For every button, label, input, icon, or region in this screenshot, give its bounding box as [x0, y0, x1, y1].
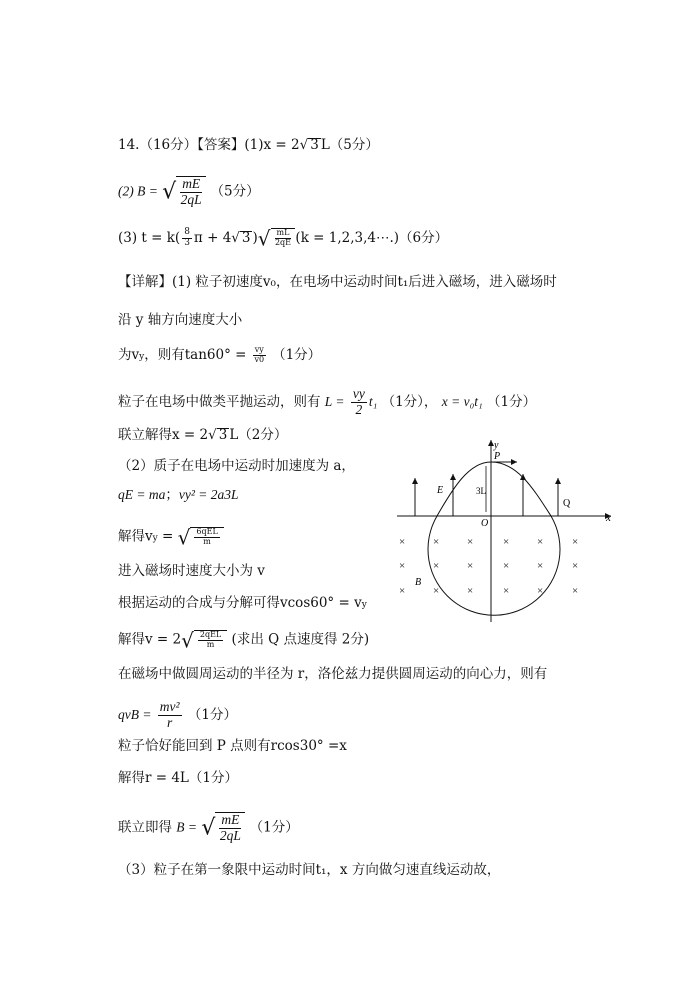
- sqrt-fraction: √ $\frac{mL}{2qE}$: [258, 228, 296, 248]
- sqrt-3: √ 3: [231, 230, 251, 247]
- sqrt-fraction: √ $\frac{mE}{2qL}$: [162, 176, 206, 208]
- solve-B: [118, 812, 299, 844]
- projectile-equation: [118, 387, 536, 418]
- cross-mark: ×: [399, 536, 406, 548]
- equation-lhs: qvB =: [118, 706, 152, 722]
- equation: qE = ma: [118, 487, 166, 502]
- cross-mark: ×: [503, 536, 510, 548]
- y-axis-label: y: [494, 440, 499, 451]
- fraction-denominator: 2qL: [219, 827, 241, 843]
- fraction-numerator: vy: [254, 345, 264, 354]
- cross-mark: ×: [572, 560, 579, 572]
- separator: ；: [165, 487, 179, 503]
- cross-mark: ×: [433, 536, 440, 548]
- equation-lhs: L =: [324, 393, 345, 409]
- fraction: [194, 528, 219, 547]
- fraction-denominator: v0: [254, 354, 265, 364]
- text: 为v: [118, 346, 140, 363]
- fraction-numerator: mE: [221, 812, 240, 827]
- fraction-denominator: 2: [355, 401, 363, 417]
- cross-mark: ×: [433, 585, 440, 597]
- solve-x: [118, 428, 287, 443]
- sqrt-3: √ 3: [208, 427, 228, 443]
- cross-mark: ×: [537, 560, 544, 572]
- cross-mark: ×: [433, 560, 440, 572]
- score: (求出 Q 点速度得 2分): [231, 631, 370, 648]
- field-E-label: E: [437, 485, 444, 496]
- score: （1分）: [187, 706, 237, 723]
- sqrt-3-radicand: 3: [310, 137, 319, 153]
- text: 联立解得x = 2: [118, 426, 209, 443]
- text: 粒子在电场中做类平抛运动，则有: [118, 393, 321, 410]
- cross-mark: ×: [537, 585, 544, 597]
- text: 根据运动的合成与分解可得vcos60° = v: [118, 595, 362, 611]
- fraction-denominator: 3: [184, 237, 190, 248]
- fraction-denominator: r: [167, 714, 173, 730]
- point-P-label: P: [494, 451, 501, 462]
- fraction: [198, 631, 223, 650]
- cross-mark: ×: [399, 585, 406, 597]
- text: ，则有tan60° =: [144, 346, 247, 363]
- text: 联立即得: [118, 819, 172, 836]
- fraction-numerator: mE: [182, 176, 201, 191]
- fraction-numerator: mv²: [159, 699, 180, 714]
- sqrt-fraction: √ $\frac{\text{6qEL}}{m}$: [178, 527, 224, 547]
- fraction: [275, 229, 292, 248]
- point-Q-label: Q: [563, 498, 571, 509]
- cross-mark: ×: [503, 585, 510, 597]
- fraction: [158, 700, 182, 731]
- sqrt-3-radicand: 3: [241, 230, 251, 247]
- answer-part2-score: （5分）: [210, 183, 260, 200]
- cross-mark: ×: [467, 560, 474, 572]
- cross-mark: ×: [572, 585, 579, 597]
- text: 解得v: [118, 528, 153, 545]
- sqrt-fraction: √ $\frac{mE}{2qL}$: [201, 812, 245, 844]
- tan-equation: 为vy，则有tan60° = $\frac{vy}{v0}$ （1分）: [118, 345, 322, 364]
- fraction-numerator: 2qEL: [199, 630, 222, 639]
- cross-mark: ×: [467, 536, 474, 548]
- sqrt-fraction: √ $\frac{\text{2qEL}}{m}$: [181, 630, 227, 650]
- score: （1分），: [381, 393, 438, 410]
- answer-part2-label: (2) B =: [118, 183, 158, 199]
- field-B-label: B: [415, 577, 422, 588]
- fraction-denominator: 2qL: [180, 191, 202, 207]
- part3-intro: （3）粒子在第一象限中运动时间t₁，x 方向做匀速直线运动故，: [118, 862, 501, 878]
- fraction-numerator: 8: [184, 227, 190, 237]
- sqrt-3: √ 3: [299, 137, 319, 153]
- height-label: 3L: [476, 486, 486, 496]
- answer-part3-text: (3) t = k(: [118, 229, 181, 246]
- cross-mark: ×: [467, 585, 474, 597]
- score: （1分）: [272, 346, 322, 363]
- text: 解得v = 2: [118, 631, 182, 648]
- return-condition: 粒子恰好能回到 P 点则有rcos30° =x: [118, 738, 347, 754]
- lorentz-equation: [118, 700, 237, 731]
- solve-v: [118, 628, 370, 653]
- fraction: [351, 387, 367, 418]
- fraction-numerator: vy: [352, 386, 365, 401]
- detail-line: 沿 y 轴方向速度大小: [118, 312, 243, 328]
- sqrt-3-radicand: 3: [218, 427, 228, 443]
- fraction-denominator: m: [203, 536, 211, 546]
- equation-lhs: B =: [176, 819, 198, 835]
- fraction: [180, 177, 202, 208]
- magnetic-field-crosses: [399, 536, 578, 597]
- cross-mark: ×: [503, 560, 510, 572]
- part2-intro: （2）质子在电场中运动时加速度为 a，: [118, 458, 355, 474]
- solve-r: 解得r = 4L（1分）: [118, 770, 238, 786]
- x-axis-label: x: [606, 512, 611, 524]
- equation: x = v₀t₁: [441, 393, 483, 409]
- fraction: [219, 813, 241, 844]
- equation: vy² = 2a3L: [178, 487, 239, 502]
- fraction: [253, 346, 266, 365]
- origin-label: O: [481, 518, 489, 529]
- answer-part1-tail: L（5分）: [320, 136, 379, 153]
- answer-part3-tail: (k = 1,2,3,4⋯.)（6分）: [295, 229, 449, 246]
- answer-part2: [118, 176, 260, 208]
- detail-intro: 【详解】(1) 粒子初速度v₀，在电场中运动时间t₁后进入磁场，进入磁场时: [118, 274, 557, 290]
- fraction-denominator: m: [206, 639, 215, 649]
- fraction-numerator: 6qEL: [196, 527, 218, 536]
- physics-diagram: [393, 438, 618, 623]
- fraction-denominator: 2qE: [274, 238, 291, 248]
- answer-part3-mid: π + 4: [193, 229, 232, 246]
- time-symbol: t₁: [368, 393, 378, 409]
- answer-part1-text: 14.（16分）【答案】(1)x = 2: [118, 136, 300, 153]
- decomposition: 根据运动的合成与分解可得vcos60° = vy: [118, 595, 367, 611]
- answer-part3: (3) t = k( $\frac{8}{3}$ π + 4√ 3 )√ $\frac{mL}{2qE}$ (k = 1,2,3,4⋯.)（6分）: [118, 226, 449, 251]
- acceleration-equations: [118, 488, 239, 503]
- speed-text: 进入磁场时速度大小为 v: [118, 563, 265, 579]
- cross-mark: ×: [537, 536, 544, 548]
- score: （1分）: [249, 819, 299, 836]
- cross-mark: ×: [399, 560, 406, 572]
- fraction-8-3: [182, 228, 192, 249]
- score: （1分）: [487, 393, 537, 410]
- cross-mark: ×: [572, 536, 579, 548]
- solve-vy: 解得vy = √ $\frac{\text{6qEL}}{m}$: [118, 527, 224, 547]
- answer-part1: [118, 138, 379, 153]
- text: L（2分）: [229, 426, 288, 443]
- circular-motion-text: 在磁场中做圆周运动的半径为 r，洛伦兹力提供圆周运动的向心力，则有: [118, 666, 548, 682]
- fraction-numerator: mL: [276, 228, 290, 238]
